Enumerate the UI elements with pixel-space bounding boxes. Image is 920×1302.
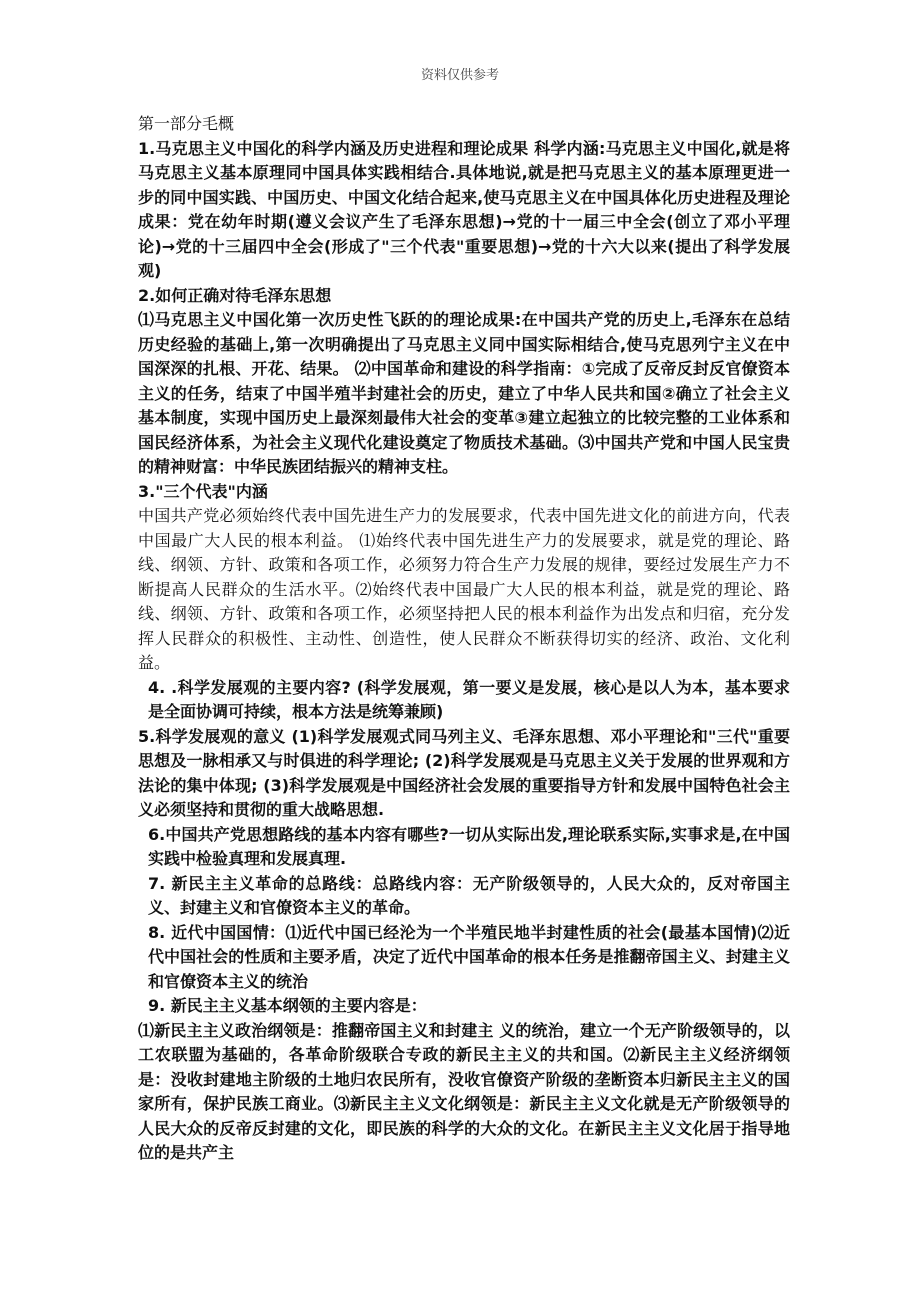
paragraph-4: 4. .科学发展观的主要内容? (科学发展观，第一要义是发展，核心是以人为本，基本要求是全面协调可持续，根本方法是统筹兼顾) — [148, 677, 790, 721]
heading-2: 2.如何正确对待毛泽东思想 — [138, 285, 332, 305]
paragraph-7: 7. 新民主主义革命的总路线：总路线内容：无产阶级领导的，人民大众的，反对帝国主义、封建主义和官僚资本主义的革命。 — [148, 873, 790, 917]
heading-3: 3."三个代表"内涵 — [138, 481, 268, 501]
section-title: 第一部分毛概 — [138, 114, 235, 133]
paragraph-8: 8. 近代中国国情：⑴近代中国已经沦为一个半殖民地半封建性质的社会(最基本国情)⑵近代中国社会的性质和主要矛盾，决定了近代中国革命的根本任务是推翻帝国主义、封建主义和官僚资本主义的统治 — [148, 922, 790, 991]
paragraph-3: 中国共产党必须始终代表中国先进生产力的发展要求，代表中国先进文化的前进方向，代表中国最广大人民的根本利益。 ⑴始终代表中国先进生产力的发展要求，就是党的理论、路线、纲领、方针、政策和各项工作，必须努力符合生产力发展的规律，要经过发展生产力不断提高人民群众的生活水平。⑵始终代表中国最广大人民的根本利益，就是党的理论、路线、纲领、方针、政策和各项工作，必须坚持把人民的根本利益作为出发点和归宿，充分发挥人民群众的积极性、主动性、创造性，使人民群众不断获得切实的经济、政治、文化利益。 — [138, 506, 790, 672]
paragraph-1: 1.马克思主义中国化的科学内涵及历史进程和理论成果 科学内涵:马克思主义中国化,就是将马克思主义基本原理同中国具体实践相结合.具体地说,就是把马克思主义的基本原理更进一步的同中国实践、中国历史、中国文化结合起来,使马克思主义在中国具体化历史进程及理论成果：党在幼年时期(遵义会议产生了毛泽东思想)→党的十一届三中全会(创立了邓小平理论)→党的十三届四中全会(形成了"三个代表"重要思想)→党的十六大以来(提出了科学发展观) — [138, 138, 790, 280]
page-header: 资料仅供参考 — [420, 68, 499, 83]
paragraph-2: ⑴马克思主义中国化第一次历史性飞跃的的理论成果:在中国共产党的历史上,毛泽东在总结历史经验的基础上,第一次明确提出了马克思主义同中国实际相结合,使马克思列宁主义在中国深深的扎根、开花、结果。 ⑵中国革命和建设的科学指南：①完成了反帝反封反官僚资本主义的任务，结束了中国半殖半封建社会的历史，建立了中华人民共和国②确立了社会主义基本制度，实现中国历史上最深刻最伟大社会的变革③建立起独立的比较完整的工业体系和国民经济体系，为社会主义现代化建设奠定了物质技术基础。⑶中国共产党和中国人民宝贵的精神财富：中华民族团结振兴的精神支柱。 — [138, 310, 790, 476]
document-body — [138, 112, 790, 1166]
paragraph-5: 5.科学发展观的意义 (1)科学发展观式同马列主义、毛泽东思想、邓小平理论和"三代"重要思想及一脉相承又与时俱进的科学理论; (2)科学发展观是马克思主义关于发展的世界观和方法论的集中体现; (3)科学发展观是中国经济社会发展的重要指导方针和发展中国特色社会主义必须坚持和贯彻的重大战略思想. — [138, 726, 790, 819]
heading-9: 9. 新民主主义基本纲领的主要内容是： — [148, 996, 427, 1015]
paragraph-6: 6.中国共产党思想路线的基本内容有哪些?一切从实际出发,理论联系实际,实事求是,在中国实践中检验真理和发展真理. — [148, 824, 790, 868]
paragraph-9: ⑴新民主主义政治纲领是：推翻帝国主义和封建主 义的统治，建立一个无产阶级领导的，以工农联盟为基础的，各革命阶级联合专政的新民主主义的共和国。⑵新民主主义经济纲领是：没收封建地主阶级的土地归农民所有，没收官僚资产阶级的垄断资本归新民主主义的国家所有，保护民族工商业。⑶新民主主义文化纲领是：新民主主义文化就是无产阶级领导的人民大众的反帝反封建的文化，即民族的科学的大众的文化。在新民主主义文化居于指导地位的是共产主 — [138, 1020, 790, 1162]
